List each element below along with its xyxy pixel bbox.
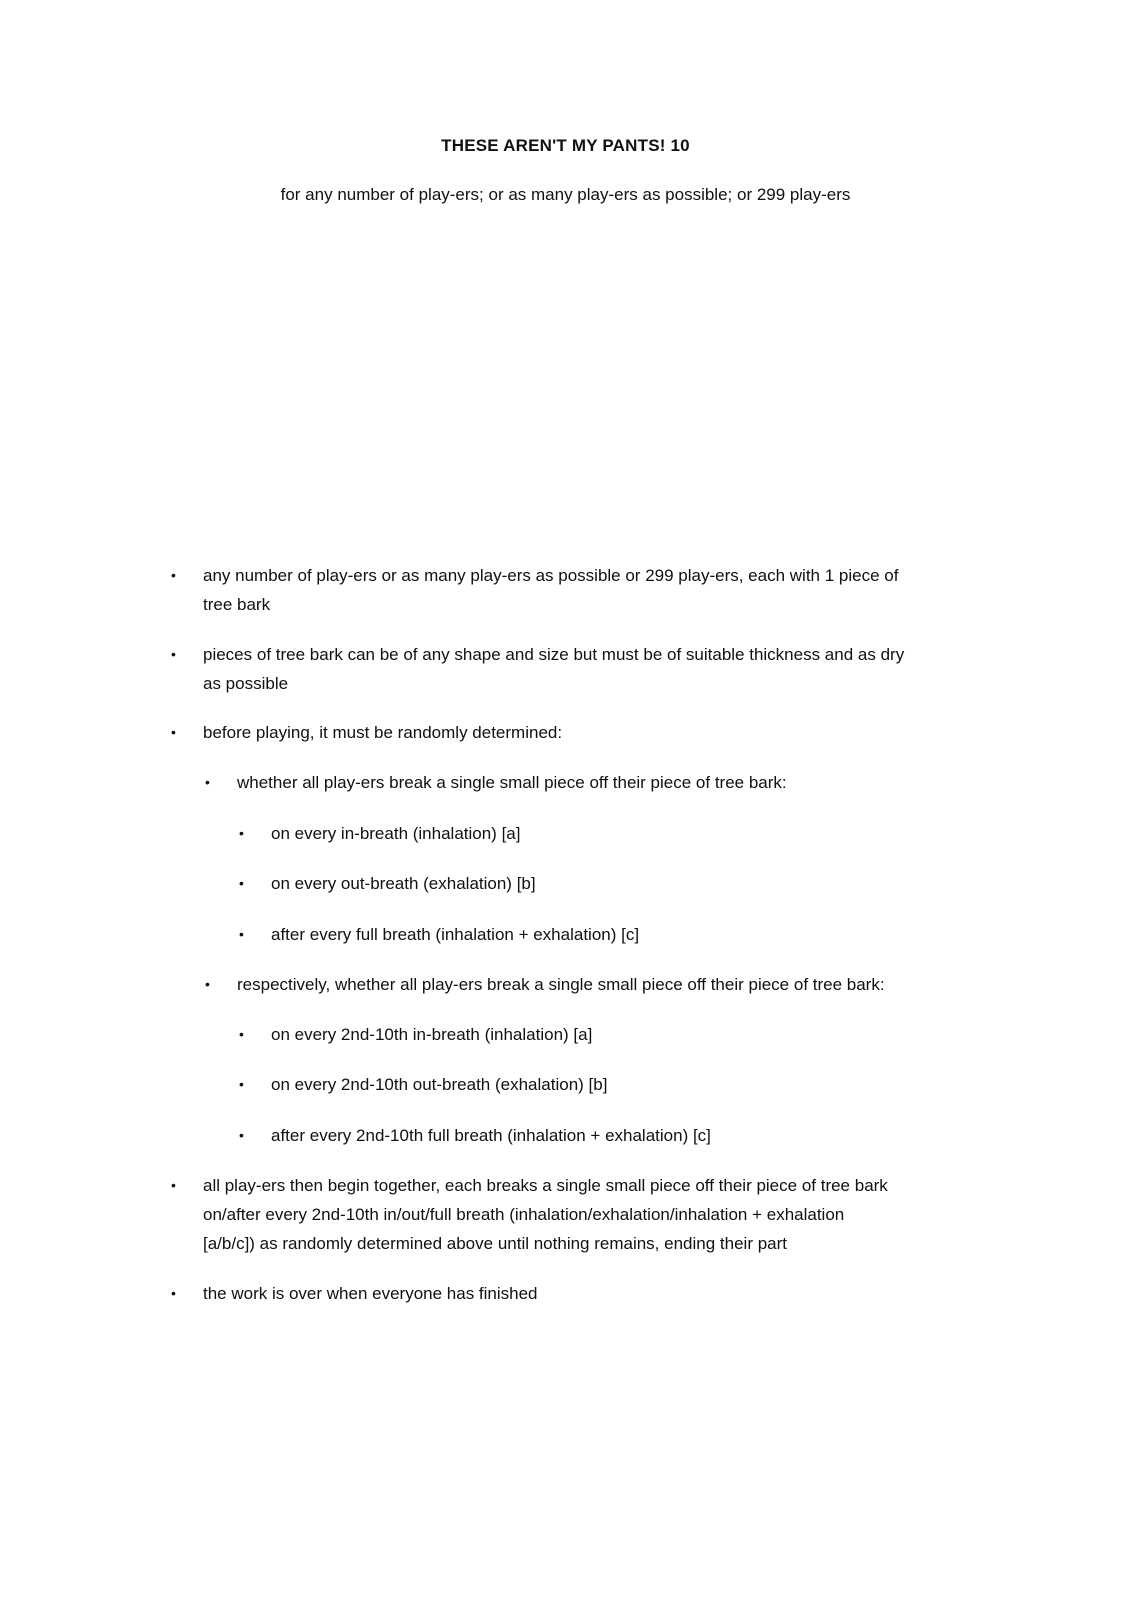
bullet-icon: • <box>171 1285 176 1301</box>
list-item <box>239 1121 991 1150</box>
list-item <box>239 1070 991 1099</box>
list-item-line: on every 2nd-10th in-breath (inhalation) [a] <box>271 1025 593 1044</box>
list-item <box>171 561 983 619</box>
bullet-icon: • <box>239 926 244 942</box>
list-item-line: after every full breath (inhalation + exhalation) [c] <box>271 925 640 944</box>
list-item-line: whether all play-ers break a single small piece off their piece of tree bark: <box>237 773 787 792</box>
bullet-icon: • <box>239 1076 244 1092</box>
bullet-icon: • <box>171 724 176 740</box>
bullet-icon: • <box>205 774 210 790</box>
bullet-icon: • <box>171 646 176 662</box>
list-item-line: [a/b/c]) as randomly determined above until nothing remains, ending their part <box>203 1234 787 1253</box>
list-item-line: before playing, it must be randomly determined: <box>203 723 563 742</box>
list-item-line: all play-ers then begin together, each breaks a single small piece off their piece of tree bark <box>203 1176 888 1195</box>
list-item <box>171 640 983 698</box>
list-item-line: as possible <box>203 674 289 693</box>
list-item-line: tree bark <box>203 595 271 614</box>
list-item-line: respectively, whether all play-ers break a single small piece off their piece of tree bark: <box>237 975 885 994</box>
list-item <box>239 920 991 949</box>
list-item <box>171 1171 983 1258</box>
list-item-line: any number of play-ers or as many play-ers as possible or 299 play-ers, each with 1 piece of <box>203 566 899 585</box>
list-item-line: on/after every 2nd-10th in/out/full breath (inhalation/exhalation/inhalation + exhalation <box>203 1205 845 1224</box>
page-title: THESE AREN'T MY PANTS! 10 <box>441 136 690 155</box>
list-item-line: the work is over when everyone has finished <box>203 1284 538 1303</box>
list-item <box>205 768 997 797</box>
bullet-icon: • <box>171 567 176 583</box>
list-item-line: after every 2nd-10th full breath (inhalation + exhalation) [c] <box>271 1126 711 1145</box>
bullet-icon: • <box>239 875 244 891</box>
list-item <box>239 869 991 898</box>
bullet-icon: • <box>171 1177 176 1193</box>
bullet-icon: • <box>239 1127 244 1143</box>
page-subtitle: for any number of play-ers; or as many play-ers as possible; or 299 play-ers <box>280 185 851 204</box>
list-item <box>171 1279 983 1308</box>
bullet-icon: • <box>239 1026 244 1042</box>
list-item <box>205 970 997 999</box>
list-item <box>171 718 983 747</box>
list-item-line: on every 2nd-10th out-breath (exhalation) [b] <box>271 1075 608 1094</box>
bullet-icon: • <box>239 825 244 841</box>
list-item-line: on every out-breath (exhalation) [b] <box>271 874 536 893</box>
list-item-line: pieces of tree bark can be of any shape and size but must be of suitable thickness and as dry <box>203 645 905 664</box>
list-item <box>239 1020 991 1049</box>
list-item <box>239 819 991 848</box>
list-item-line: on every in-breath (inhalation) [a] <box>271 824 521 843</box>
bullet-icon: • <box>205 976 210 992</box>
